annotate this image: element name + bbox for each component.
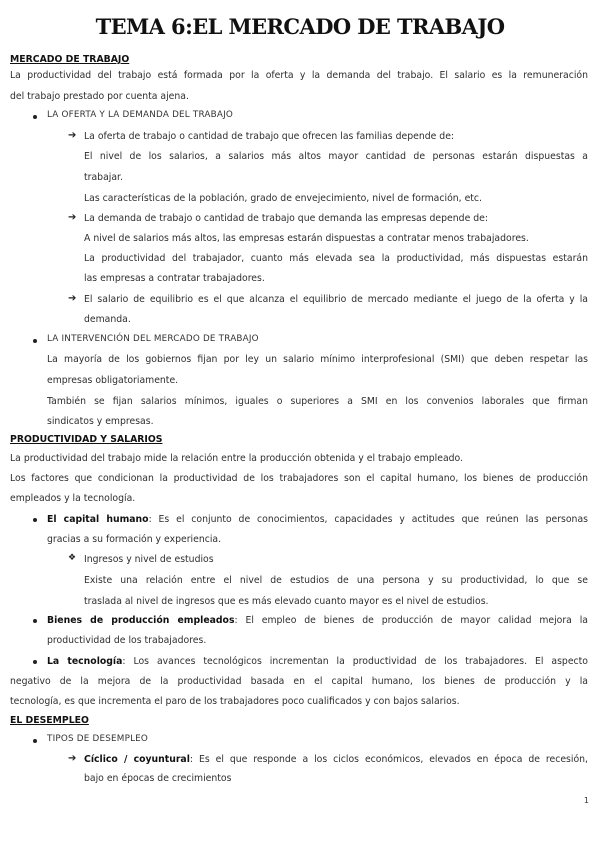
subitem-ingresos: Ingresos y nivel de estudios (84, 554, 214, 565)
paragraph-line: El nivel de los salarios, a salarios más altos mayor cantidad de personas estarán dispuestas a (84, 151, 588, 162)
term-tecnologia: La tecnología (47, 656, 123, 667)
paragraph-line: La demanda de trabajo o cantidad de trabajo que demanda las empresas depende de: (84, 213, 488, 224)
section-heading-mercado: MERCADO DE TRABAJO (10, 54, 130, 65)
subheading-oferta-demanda: LA OFERTA Y LA DEMANDA DEL TRABAJO (47, 110, 234, 120)
paragraph-line: La productividad del trabajo está formada por la oferta y la demanda del trabajo. El salario es la remuneración (10, 70, 588, 81)
bullet-dot-icon (33, 739, 37, 743)
arrow-right-icon: ➔ (68, 753, 77, 764)
subheading-tipos-desempleo: TIPOS DE DESEMPLEO (47, 734, 149, 744)
list-item-tecnologia (47, 655, 588, 668)
paragraph-line: demanda. (84, 314, 131, 325)
paragraph-line: Las características de la población, grado de envejecimiento, nivel de formación, etc. (84, 193, 483, 204)
term-definition: : Es el conjunto de conocimientos, capacidades y actitudes que reúnen las personas (148, 514, 588, 525)
paragraph-line: bajo en épocas de crecimientos (84, 773, 232, 784)
page-number: 1 (583, 796, 589, 805)
bullet-dot-icon (33, 660, 37, 664)
bullet-dot-icon (33, 339, 37, 343)
paragraph-line: A nivel de salarios más altos, las empresas estarán dispuestas a contratar menos trabajadores. (84, 233, 529, 244)
paragraph-line: gracias a su formación y experiencia. (47, 534, 222, 545)
paragraph-line: La mayoría de los gobiernos fijan por ley un salario mínimo interprofesional (SMI) que deben respetar las (47, 354, 588, 365)
term-bienes-produccion: Bienes de producción empleados (47, 615, 235, 626)
list-item-ciclico (84, 753, 588, 766)
paragraph-line: negativo de la mejora de la productividad basada en el capital humano, los bienes de producción y la (10, 676, 588, 687)
paragraph-line: traslada al nivel de ingresos que es más elevado cuanto mayor es el nivel de estudios. (84, 596, 489, 607)
term-definition: : Es el que responde a los ciclos económicos, elevados en época de recesión, (189, 754, 589, 765)
paragraph-line: La productividad del trabajo mide la relación entre la producción obtenida y el trabajo empleado. (10, 453, 464, 464)
paragraph-line: La productividad del trabajador, cuanto más elevada sea la productividad, más dispuestas estarán (84, 253, 588, 264)
paragraph-line: El salario de equilibrio es el que alcanza el equilibrio de mercado mediante el juego de la oferta y la (84, 294, 588, 305)
paragraph-line: trabajar. (84, 172, 123, 183)
subheading-intervencion: LA INTERVENCIÓN DEL MERCADO DE TRABAJO (47, 334, 259, 344)
paragraph-line: empleados y la tecnología. (10, 493, 136, 504)
term-capital-humano: El capital humano (47, 514, 149, 525)
bullet-dot-icon (33, 518, 37, 522)
paragraph-line: las empresas a contratar trabajadores. (84, 273, 265, 284)
paragraph-line: productividad de los trabajadores. (47, 635, 207, 646)
paragraph-line: También se fijan salarios mínimos, iguales o superiores a SMI en los convenios laborales que firman (47, 396, 588, 407)
term-definition: : El empleo de bienes de producción de mayor calidad mejora la (234, 615, 589, 626)
page-title: TEMA 6:EL MERCADO DE TRABAJO (95, 14, 505, 39)
paragraph-line: del trabajo prestado por cuenta ajena. (10, 91, 189, 102)
paragraph-line: empresas obligatoriamente. (47, 375, 179, 386)
arrow-right-icon: ➔ (68, 212, 77, 223)
section-heading-desempleo: EL DESEMPLEO (10, 715, 89, 726)
paragraph-line: Existe una relación entre el nivel de estudios de una persona y su productividad, lo que se (84, 575, 588, 586)
paragraph-line: La oferta de trabajo o cantidad de trabajo que ofrecen las familias depende de: (84, 131, 455, 142)
term-ciclico: Cíclico / coyuntural (84, 754, 190, 765)
paragraph-line: sindicatos y empresas. (47, 416, 154, 427)
bullet-dot-icon (33, 619, 37, 623)
paragraph-line: Los factores que condicionan la productividad de los trabajadores son el capital humano, los bienes de producción (10, 473, 588, 484)
paragraph-line: tecnología, es que incrementa el paro de los trabajadores poco cualificados y con bajos salarios. (10, 696, 460, 707)
diamond-bullet-icon: ❖ (68, 553, 77, 563)
list-item-bienes-produccion (47, 614, 588, 627)
bullet-dot-icon (33, 115, 37, 119)
list-item-capital-humano (47, 513, 588, 526)
arrow-right-icon: ➔ (68, 293, 77, 304)
section-heading-productividad: PRODUCTIVIDAD Y SALARIOS (10, 434, 163, 445)
arrow-right-icon: ➔ (68, 130, 77, 141)
term-definition: : Los avances tecnológicos incrementan la productividad de los trabajadores. El aspecto (122, 656, 588, 667)
